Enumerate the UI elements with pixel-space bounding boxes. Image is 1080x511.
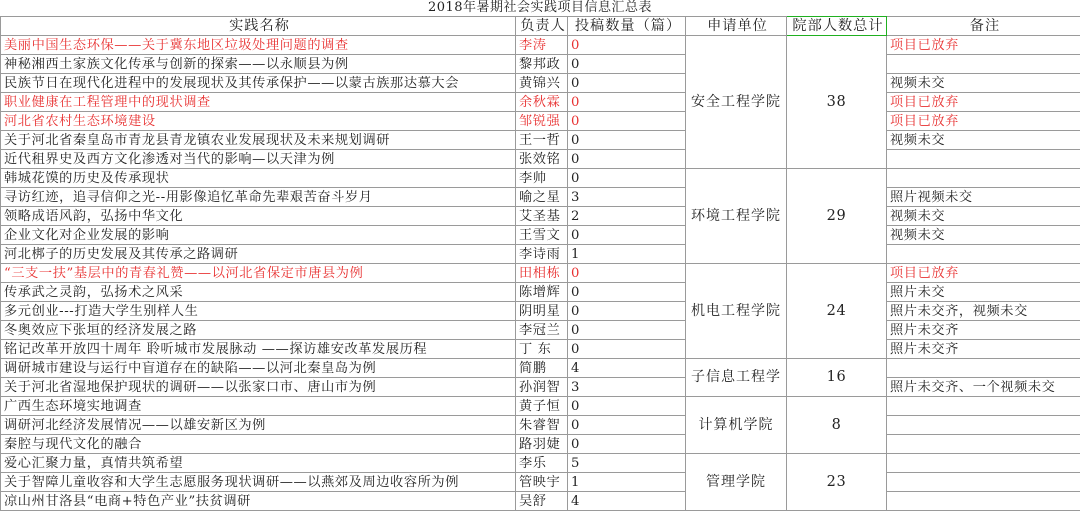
cell-project-name: 凉山州甘洛县“电商+特色产业”扶贫调研 <box>1 492 516 511</box>
col-header-count: 投稿数量（篇） <box>568 17 686 36</box>
col-header-leader: 负责人 <box>516 17 568 36</box>
summary-table <box>0 16 1080 511</box>
cell-submission-count: 0 <box>568 321 686 340</box>
cell-leader: 孙润智 <box>516 378 568 397</box>
cell-submission-count: 3 <box>568 378 686 397</box>
cell-department-total: 24 <box>787 264 887 359</box>
cell-project-name: 企业文化对企业发展的影响 <box>1 226 516 245</box>
cell-submission-count: 0 <box>568 169 686 188</box>
cell-submission-count: 0 <box>568 93 686 112</box>
cell-department-total: 23 <box>787 454 887 511</box>
cell-project-name: 韩城花馍的历史及传承现状 <box>1 169 516 188</box>
cell-project-name: 民族节日在现代化进程中的发展现状及其传承保护——以蒙古族那达慕大会 <box>1 74 516 93</box>
cell-leader: 简鹏 <box>516 359 568 378</box>
cell-submission-count: 0 <box>568 264 686 283</box>
table-row <box>1 93 1080 112</box>
cell-note: 项目已放弃 <box>887 36 1080 55</box>
cell-submission-count: 0 <box>568 131 686 150</box>
cell-submission-count: 0 <box>568 302 686 321</box>
cell-note: 视频未交 <box>887 74 1080 93</box>
cell-note <box>887 169 1080 188</box>
cell-submission-count: 0 <box>568 435 686 454</box>
cell-leader: 阴明星 <box>516 302 568 321</box>
cell-note <box>887 55 1080 74</box>
cell-department-total: 29 <box>787 169 887 264</box>
cell-project-name: 关于河北省秦皇岛市青龙县青龙镇农业发展现状及未来规划调研 <box>1 131 516 150</box>
cell-note <box>887 454 1080 473</box>
cell-applying-unit: 环境工程学院 <box>686 169 787 264</box>
cell-submission-count: 0 <box>568 55 686 74</box>
cell-submission-count: 0 <box>568 226 686 245</box>
cell-leader: 丁 东 <box>516 340 568 359</box>
cell-department-total: 38 <box>787 36 887 169</box>
cell-project-name: 神秘湘西土家族文化传承与创新的探索——以永顺县为例 <box>1 55 516 74</box>
cell-applying-unit: 机电工程学院 <box>686 264 787 359</box>
cell-department-total: 8 <box>787 397 887 454</box>
table-row <box>1 302 1080 321</box>
cell-project-name: 近代租界史及西方文化渗透对当代的影响—以天津为例 <box>1 150 516 169</box>
cell-leader: 邹锐强 <box>516 112 568 131</box>
cell-submission-count: 1 <box>568 473 686 492</box>
cell-leader: 张效铭 <box>516 150 568 169</box>
cell-project-name: 关于智障儿童收容和大学生志愿服务现状调研——以燕郊及周边收容所为例 <box>1 473 516 492</box>
cell-applying-unit: 安全工程学院 <box>686 36 787 169</box>
cell-leader: 管映宇 <box>516 473 568 492</box>
table-row <box>1 321 1080 340</box>
cell-note <box>887 435 1080 454</box>
cell-leader: 李帅 <box>516 169 568 188</box>
cell-leader: 艾圣基 <box>516 207 568 226</box>
cell-project-name: 铭记改革开放四十周年 聆听城市发展脉动 ——探访雄安改革发展历程 <box>1 340 516 359</box>
table-row <box>1 435 1080 454</box>
table-row <box>1 131 1080 150</box>
cell-submission-count: 0 <box>568 283 686 302</box>
cell-leader: 李涛 <box>516 36 568 55</box>
cell-project-name: 秦腔与现代文化的融合 <box>1 435 516 454</box>
cell-submission-count: 5 <box>568 454 686 473</box>
cell-applying-unit: 子信息工程学 <box>686 359 787 397</box>
table-row <box>1 454 1080 473</box>
cell-leader: 黄子恒 <box>516 397 568 416</box>
table-body <box>1 36 1080 511</box>
cell-leader: 路羽婕 <box>516 435 568 454</box>
col-header-unit: 申请单位 <box>686 17 787 36</box>
cell-submission-count: 0 <box>568 150 686 169</box>
table-row <box>1 207 1080 226</box>
cell-note: 照片未交齐、一个视频未交 <box>887 378 1080 397</box>
cell-leader: 朱睿智 <box>516 416 568 435</box>
table-row <box>1 150 1080 169</box>
col-header-note: 备注 <box>887 17 1080 36</box>
cell-note: 项目已放弃 <box>887 112 1080 131</box>
table-row <box>1 492 1080 511</box>
cell-note: 项目已放弃 <box>887 93 1080 112</box>
cell-project-name: 河北梆子的历史发展及其传承之路调研 <box>1 245 516 264</box>
cell-note: 项目已放弃 <box>887 264 1080 283</box>
cell-leader: 陈增辉 <box>516 283 568 302</box>
cell-project-name: 职业健康在工程管理中的现状调查 <box>1 93 516 112</box>
cell-note: 视频未交 <box>887 207 1080 226</box>
cell-submission-count: 0 <box>568 36 686 55</box>
table-row <box>1 226 1080 245</box>
cell-leader: 王雪文 <box>516 226 568 245</box>
cell-project-name: 调研城市建设与运行中盲道存在的缺陷——以河北秦皇岛为例 <box>1 359 516 378</box>
cell-project-name: 爱心汇聚力量，真情共筑希望 <box>1 454 516 473</box>
cell-leader: 余秋霖 <box>516 93 568 112</box>
col-header-total: 院部人数总计 <box>787 17 887 36</box>
table-row <box>1 340 1080 359</box>
cell-leader: 吴舒 <box>516 492 568 511</box>
table-row <box>1 74 1080 93</box>
cell-project-name: 美丽中国生态环保——关于冀东地区垃圾处理问题的调查 <box>1 36 516 55</box>
cell-note: 照片未交齐 <box>887 340 1080 359</box>
cell-note <box>887 473 1080 492</box>
cell-project-name: 调研河北经济发展情况——以雄安新区为例 <box>1 416 516 435</box>
cell-submission-count: 4 <box>568 359 686 378</box>
cell-project-name: 多元创业---打造大学生别样人生 <box>1 302 516 321</box>
cell-note <box>887 359 1080 378</box>
cell-leader: 李冠兰 <box>516 321 568 340</box>
cell-project-name: 关于河北省湿地保护现状的调研——以张家口市、唐山市为例 <box>1 378 516 397</box>
cell-submission-count: 0 <box>568 397 686 416</box>
cell-submission-count: 0 <box>568 416 686 435</box>
table-row <box>1 264 1080 283</box>
table-row <box>1 359 1080 378</box>
cell-note: 照片未交齐 <box>887 321 1080 340</box>
cell-submission-count: 0 <box>568 74 686 93</box>
cell-note: 照片未交齐，视频未交 <box>887 302 1080 321</box>
cell-leader: 李乐 <box>516 454 568 473</box>
cell-note: 照片视频未交 <box>887 188 1080 207</box>
cell-project-name: 冬奥效应下张垣的经济发展之路 <box>1 321 516 340</box>
cell-project-name: 寻访红迹，追寻信仰之光--用影像追忆革命先辈艰苦奋斗岁月 <box>1 188 516 207</box>
cell-note: 视频未交 <box>887 226 1080 245</box>
table-row <box>1 112 1080 131</box>
cell-note <box>887 416 1080 435</box>
table-row <box>1 245 1080 264</box>
cell-leader: 黄锦兴 <box>516 74 568 93</box>
table-row <box>1 416 1080 435</box>
cell-note <box>887 397 1080 416</box>
cell-note <box>887 245 1080 264</box>
cell-project-name: 广西生态环境实地调查 <box>1 397 516 416</box>
header-row <box>1 17 1080 36</box>
table-row <box>1 188 1080 207</box>
cell-leader: 黎邦政 <box>516 55 568 74</box>
table-row <box>1 378 1080 397</box>
cell-leader: 田相栋 <box>516 264 568 283</box>
cell-submission-count: 1 <box>568 245 686 264</box>
col-header-name: 实践名称 <box>1 17 516 36</box>
cell-project-name: “三支一扶”基层中的青春礼赞——以河北省保定市唐县为例 <box>1 264 516 283</box>
cell-applying-unit: 计算机学院 <box>686 397 787 454</box>
table-row <box>1 397 1080 416</box>
cell-note: 照片未交 <box>887 283 1080 302</box>
cell-note: 视频未交 <box>887 131 1080 150</box>
cell-submission-count: 4 <box>568 492 686 511</box>
cell-leader: 李诗雨 <box>516 245 568 264</box>
cell-leader: 王一哲 <box>516 131 568 150</box>
table-row <box>1 36 1080 55</box>
cell-note <box>887 492 1080 511</box>
cell-department-total: 16 <box>787 359 887 397</box>
table-row <box>1 283 1080 302</box>
cell-submission-count: 2 <box>568 207 686 226</box>
cell-applying-unit: 管理学院 <box>686 454 787 511</box>
cell-submission-count: 0 <box>568 112 686 131</box>
cell-note <box>887 150 1080 169</box>
sheet-title: 2018年暑期社会实践项目信息汇总表 <box>0 0 1080 16</box>
cell-project-name: 传承武之灵韵，弘扬术之风采 <box>1 283 516 302</box>
table-row <box>1 169 1080 188</box>
cell-submission-count: 3 <box>568 188 686 207</box>
cell-project-name: 领略成语风韵，弘扬中华文化 <box>1 207 516 226</box>
table-row <box>1 473 1080 492</box>
table-row <box>1 55 1080 74</box>
cell-submission-count: 0 <box>568 340 686 359</box>
cell-project-name: 河北省农村生态环境建设 <box>1 112 516 131</box>
cell-leader: 喻之星 <box>516 188 568 207</box>
